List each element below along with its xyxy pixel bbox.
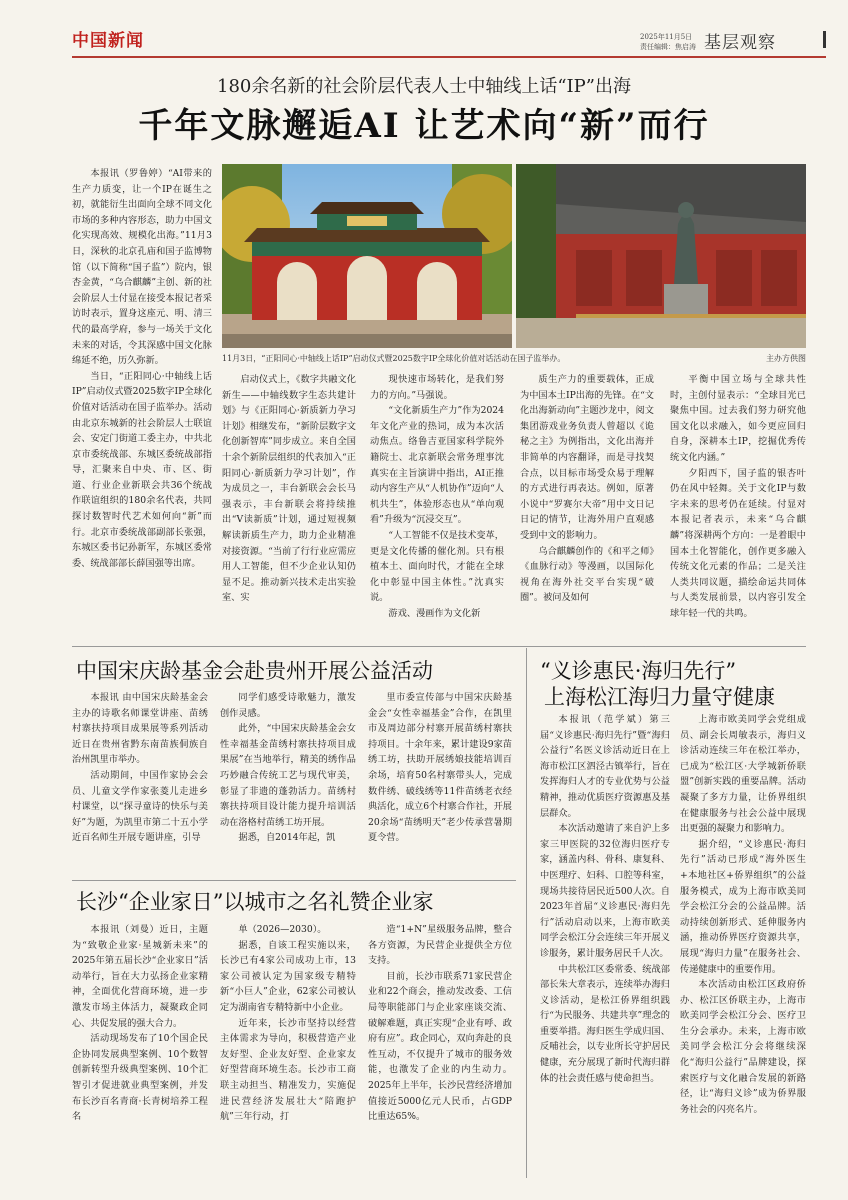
article1-col3 xyxy=(370,372,504,644)
article1-headline: 千年文脉邂逅AI 让艺术向“新”而行 xyxy=(138,106,710,146)
section-marker xyxy=(823,31,826,48)
article2-col3 xyxy=(368,690,512,876)
paragraph: “人工智能不仅是技术变革，更是文化传播的催化剂。只有根植本土、面向时代，才能在全球化中彰显中国主体性。”沈真实说。 xyxy=(370,529,504,604)
masthead xyxy=(0,0,848,58)
paragraph: 单（2026—2030）。 xyxy=(238,924,327,935)
paragraph: 本次活动邀请了来自沪上多家三甲医院的32位海归医疗专家，涵盖内科、骨科、康复科、中医理疗、妇科、口腔等科室，现场共接待居民近500人次。自2023年首届“义诊惠民·海归先行”活动启动以来，上海市欧美同学会松江分会连续三年开展义诊服务，累计服务居民千人次。 xyxy=(540,823,670,959)
article4-headline-line2: 上海松江海归力量守健康 xyxy=(544,685,775,709)
paragraph: 现快速市场转化，是我们努力的方向。”马强说。 xyxy=(370,374,504,401)
photo-credit: 主办方供图 xyxy=(766,354,806,363)
article3-col2 xyxy=(220,922,356,1178)
paragraph: 目前，长沙市联系71家民营企业和22个商会，推动发改委、工信局等职能部门与企业家座谈交流、破解难题，真正实现“企业有呼、政府有应”。政企同心，双向奔赴的良性互动，不仅提升了城市的服务效能，也激发了企业的内生动力。2025年上半年，长沙民营经济增加值接近5000亿元人民币，占GDP比重达65%。 xyxy=(368,970,512,1123)
paragraph: 造“1+N”星级服务品牌，整合各方资源，为民营企业提供全方位支持。 xyxy=(368,924,512,967)
paragraph: 本报讯（刘曼）近日，主题为“致敬企业家·星城新未来”的2025年第五届长沙“企业家日”活动举行，旨在大力弘扬企业家精神，全面优化营商环境，进一步激发市场主体活力，凝聚政企同心、共促发展的强大合力。 xyxy=(72,924,208,1029)
paragraph: 质生产力的重要载体，正成为中国本土IP出海的先锋。在“文化出海新动向”主题沙龙中，阅文集团游戏业务负责人曾超以《诡秘之主》为例指出，文化出海并非简单的内容翻译，而是寻找契合点，以目标市场受众易于理解的方式进行再表达。例如，原著小说中“罗赛尔大帝”用中文日记日记的情节，让海外用户直观感受到中文的影响力。 xyxy=(520,374,654,541)
article1-col5 xyxy=(670,372,806,644)
paragraph: 本次活动由松江区政府侨办、松江区侨联主办，上海市欧美同学会松江分会、医疗卫生分会承办。未来，上海市欧美同学会松江分会将继续深化“海归公益行”品牌建设，探索医疗与文化融合发展的新路径，让“海归义诊”成为侨界服务社会的闪亮名片。 xyxy=(680,979,806,1115)
issue-date: 2025年11月5日 xyxy=(640,33,693,41)
paragraph: 据悉，自2014年起，凯 xyxy=(238,832,336,844)
paragraph: 本报讯 由中国宋庆龄基金会主办的诗歌名师课堂讲座、苗绣村寨扶持项目成果展等系列活动近日在贵州省黔东南苗族侗族自治州凯里市举办。 xyxy=(72,692,208,766)
photo-guozijian-archway xyxy=(222,164,512,348)
article4-headline-line1: “义诊惠民·海归先行” xyxy=(540,659,737,683)
archway-image xyxy=(222,164,512,348)
paragraph: 此外，“中国宋庆龄基金会女性幸福基金苗绣村寨扶持项目成果展”在当地举行，精美的绣作品巧妙融合传统工艺与现代审美，彰显了非遗的蓬勃活力。苗绣村寨扶持项目设计能力提升培训活动在洛格村苗绣工坊开展。 xyxy=(220,723,356,828)
article2-col1 xyxy=(72,690,208,876)
paragraph: 乌合麒麟创作的《和平之师》《血脉行动》等漫画，以国际化视角在海外社交平台实现“破圈”。被问及如何 xyxy=(520,545,654,604)
responsible-editor: 责任编辑：焦启涛 xyxy=(640,43,696,51)
masthead-rule xyxy=(72,56,826,58)
article1-subhead: 180余名新的社会阶层代表人士中轴线上话“IP”出海 xyxy=(217,76,631,97)
photo-caption xyxy=(222,353,806,364)
paragraph: 据介绍，“义诊惠民·海归先行”活动已形成“海外医生+本地社区+侨界组织”的公益服务模式，成为上海市欧美同学会松江分会的公益品牌。活动持续创新形式、延伸服务内涵，推动侨界医疗资源共享，展现“海归力量”在服务社会、传递健康中的重要作用。 xyxy=(680,838,806,975)
paragraph: 里市委宣传部与中国宋庆龄基金会“女性幸福基金”合作，在凯里市及周边部分村寨开展苗绣村寨扶持项目。十余年来，累计建设9家苗绣工坊，扶助开展绣娘技能培训百余场，培育50名村寨带头人，完成数件绣、破线绣等11件苗绣老衣经典活化，成立6个村寨合作社，开展20余场“苗绣明天”老少传承营暑期夏令营。 xyxy=(368,692,512,844)
section-divider xyxy=(72,646,806,647)
paragraph: 本报讯（罗鲁婷）“AI带来的生产力质变，让一个IP在诞生之初，就能衍生出面向全球不同文化市场的多种内容形态，助力中国文化实现高效、规模化出海。”11月3日，深秋的北京孔庙和国子监博物馆（以下简称“国子监”）院内，银杏金黄，“乌合麒麟”主创、新的社会阶层人士付显在接受本报记者采访时表示，置身这座元、明、清三代的最高学府，参与一场关于文化未来的对话，令其深感中国文化脉绵延不绝，历久弥新。 xyxy=(72,168,212,367)
paragraph: 同学们感受诗歌魅力，激发创作灵感。 xyxy=(220,692,356,719)
paragraph: 上海市欧美同学会党组成员、副会长周敏表示，海归义诊活动连续三年在松江举办，已成为“松江区·大学城新侨联盟”创新实践的重要品牌。活动凝聚了多方力量，让侨界组织在健康服务与社会公益中展现出更强的凝聚力和影响力。 xyxy=(680,714,806,835)
column-divider xyxy=(526,648,527,1178)
paragraph: “文化新质生产力”作为2024年文化产业的热词，成为本次活动焦点。络鲁吉亚国家科学院外籍院士、北京新联会常务理事沈真实在主旨演讲中指出，AI正推动内容生产从“人机协作”迈向“人机共生”，体验形态也从“单向观看”升级为“沉浸交互”。 xyxy=(370,405,504,526)
paragraph: 中共松江区委常委、统战部部长朱大章表示，连续举办海归义诊活动，是松江侨界组织践行“为民服务、共建共享”理念的重要举措。海归医生学成归国、反哺社会，以专业所长守护居民健康，充分展现了新时代海归群体的社会责任感与使命担当。 xyxy=(540,963,670,1084)
article1-col2 xyxy=(222,372,356,644)
article2-col2 xyxy=(220,690,356,876)
article2-headline: 中国宋庆龄基金会赴贵州开展公益活动 xyxy=(76,659,433,683)
paragraph: 据悉，自该工程实施以来，长沙已有4家公司成功上市，13家公司被认定为国家级专精特新“小巨人”企业，62家公司被认定为湖南省专精特新中小企业。 xyxy=(220,939,356,1013)
paragraph: 启动仪式上，《数字共融文化新生——中轴线数字生态共建计划》与《正阳同心·新质新力孕习计划》相继发布，“新阶层数字文化创新智库”同步成立。来自全国十余个新阶层组织的代表加入“正阳同心·新质新力孕习计划”，作为成员之一，丰台新联会会长马强表示，丰台新联会将持续推出“V读新质”计划，通过短视频解读新质生产力，助力企业精准对接资源。“当前了行行业应需应用人工智能，但不少企业认知仍显不足。推动新兴技术走出实验室、实 xyxy=(222,374,356,604)
statue-image xyxy=(516,164,806,348)
newspaper-logo: 中国新闻 xyxy=(72,31,144,51)
article3-col3 xyxy=(368,922,512,1178)
paragraph: 近年来，长沙市坚持以经营主体需求为导向，积极营造产业友好型、企业友好型、企业家友好型营商环境生态。长沙市工商联主动担当、精准发力，实施促进民营经济发展壮大“陪跑护航”三年行动，打 xyxy=(220,1017,356,1123)
section-title: 基层观察 xyxy=(704,33,776,53)
paragraph: 本报讯（范学斌）第三届“义诊惠民·海归先行”暨“海归公益行”名医义诊活动近日在上海市松江区泗泾古镇举行，旨在发挥海归人才的专业优势与公益精神，推动优质医疗资源惠及基层群众。 xyxy=(540,714,670,819)
article1-col4 xyxy=(520,372,654,644)
section-divider xyxy=(72,880,516,881)
paragraph: 游戏、漫画作为文化新 xyxy=(388,607,481,619)
paragraph: 当日，“正阳同心·中轴线上话IP”启动仪式暨2025数字IP全球化价值对话活动在国子监举办。活动由北京东城新的社会阶层人士联谊会、安定门街道工委主办，中共北京市委统战部、东城区委统战部指导，汇聚来自中央、市、区、街道、行业企业新联会共36个统战作联谊组织的180余名代表，共同探讨数智时代艺术如何向“新”而行。北京市委统战部副部长张强，东城区委书记孙新军，东城区委常委、统战部部长薛国强等出席。 xyxy=(72,370,212,569)
paragraph: 平衡中国立场与全球共性时，主创付显表示：“全球目光已聚焦中国。过去我们努力研究他国文化以求融入，如今更应回归自身，深耕本土IP，挖掘优秀传统文化内涵。” xyxy=(670,374,806,463)
photo-confucius-statue xyxy=(516,164,806,348)
article1-col1 xyxy=(72,166,212,644)
article4-col2 xyxy=(680,712,806,1178)
paragraph: 活动期间，中国作家协会会员、儿童文学作家张菱儿走进乡村课堂，以“探寻童诗的快乐与美好”为题，为凯里市第二十五小学近百名师生开展专题讲座，引导 xyxy=(72,769,208,844)
paragraph: 夕阳西下，国子监的银杏叶仍在风中轻舞。关于文化IP与数字未来的思考仍在延续。付显对本报记者表示，未来“乌合麒麟”将深耕两个方向：一是着眼中国本土化智能化，创作更多融入传统文化元素的作品；二是关注人类共同议题，描绘命运共同体与人类发展前景，以内容引发全球年轻一代的共鸣。 xyxy=(670,467,806,619)
article3-col1 xyxy=(72,922,208,1178)
article4-col1 xyxy=(540,712,670,1178)
article3-headline: 长沙“企业家日”以城市之名礼赞企业家 xyxy=(76,890,434,914)
caption-text: 11月3日，“正阳同心·中轴线上话IP”启动仪式暨2025数字IP全球化价值对话活动在国子监举办。 xyxy=(222,354,566,363)
paragraph: 活动现场发布了10个国企民企协同发展典型案例、10个数智创新转型升级典型案例、10个汇智引才促进就业典型案例，并发布长沙百名青商·长青树培养工程名 xyxy=(72,1033,208,1123)
